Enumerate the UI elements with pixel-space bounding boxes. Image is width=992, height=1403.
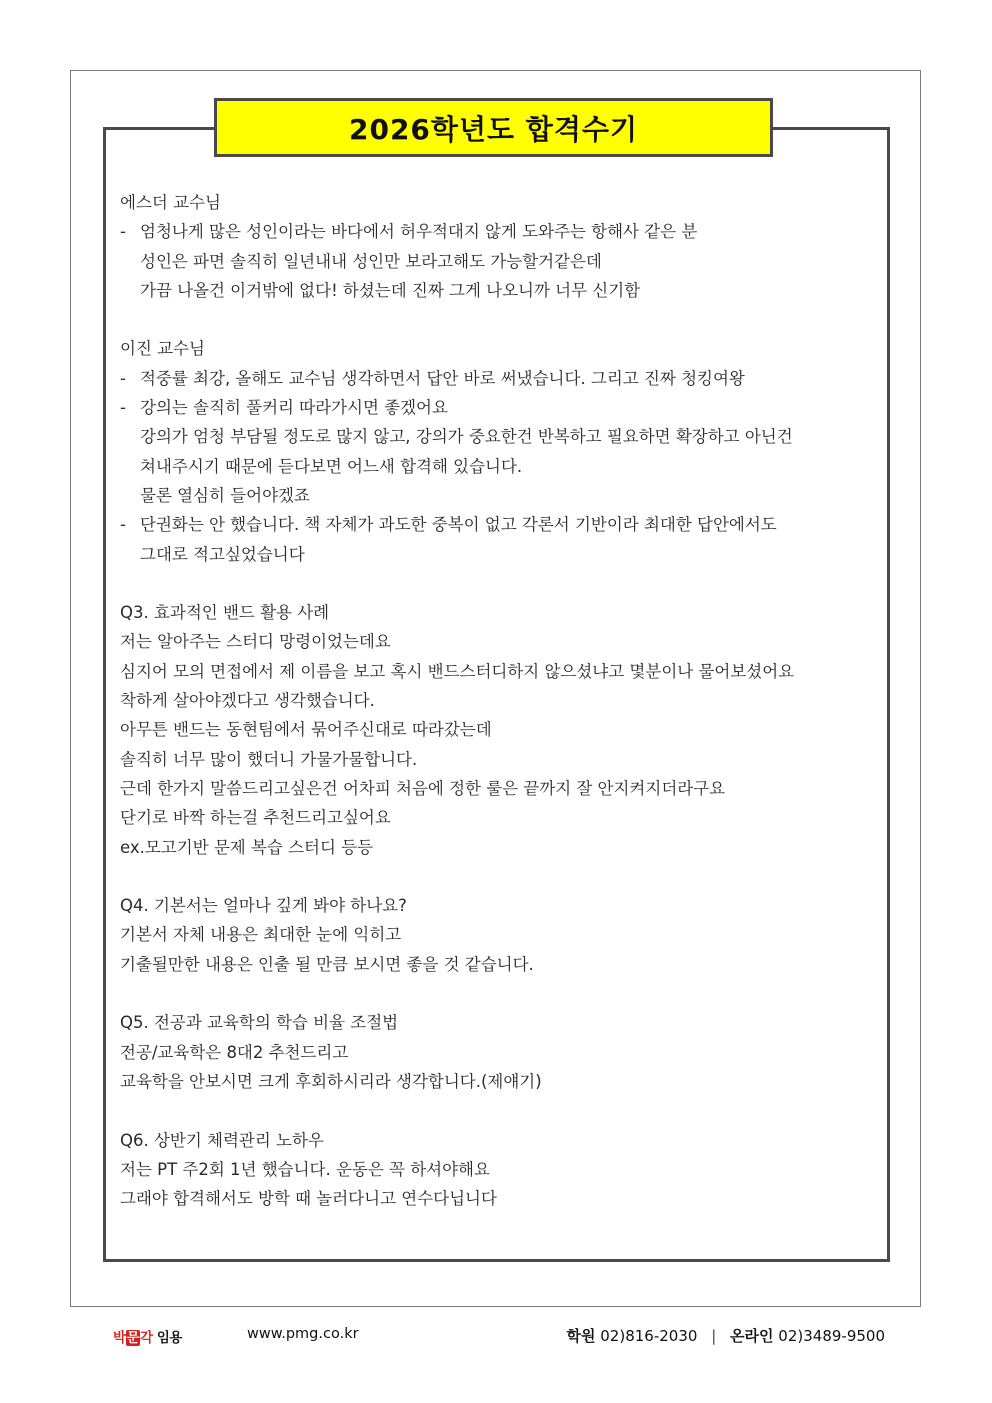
bullet-continuation: 물론 열심히 들어야겠죠 — [140, 485, 310, 505]
section-heading: 이진 교수님 — [120, 339, 205, 359]
page-footer — [0, 1318, 992, 1354]
bullet-item: - 적중률 최강, 올해도 교수님 생각하면서 답안 바로 써냈습니다. 그리고 진짜 청킹여왕 — [120, 368, 745, 388]
bullet-continuation: 쳐내주시기 때문에 듣다보면 어느새 합격해 있습니다. — [140, 456, 523, 476]
academy-phone: 02)816-2030 — [600, 1327, 698, 1345]
bullet-continuation: 강의가 엄청 부담될 정도로 많지 않고, 강의가 중요한건 반복하고 필요하면 확장하고 아닌건 — [140, 427, 793, 447]
page-title: 2026학년도 합격수기 — [214, 98, 773, 157]
answer-line: 솔직히 너무 많이 했더니 가물가물합니다. — [120, 749, 418, 769]
question-heading: Q6. 상반기 체력관리 노하우 — [120, 1130, 324, 1150]
answer-line: 기본서 자체 내용은 최대한 눈에 익히고 — [120, 925, 402, 945]
bullet-item: - 엄청나게 많은 성인이라는 바다에서 허우적대지 않게 도와주는 항해사 같은 분 — [120, 222, 698, 242]
content-body — [120, 188, 870, 1243]
bullet-continuation: 성인은 파면 솔직히 일년내내 성인만 보라고해도 가능할거같은데 — [140, 251, 602, 271]
answer-line: 착하게 살아야겠다고 생각했습니다. — [120, 691, 375, 711]
answer-line: 저는 알아주는 스터디 망령이었는데요 — [120, 632, 391, 652]
bullet-item: - 단권화는 안 했습니다. 책 자체가 과도한 중복이 없고 각론서 기반이라 최대한 답안에서도 — [120, 515, 777, 535]
section-q4 — [120, 891, 870, 979]
answer-line: 근데 한가지 말씀드리고싶은건 어차피 처음에 정한 룰은 끝까지 잘 안지켜지더라구요 — [120, 778, 726, 798]
question-heading: Q5. 전공과 교육학의 학습 비율 조절법 — [120, 1013, 399, 1033]
online-label: 온라인 — [730, 1327, 774, 1345]
answer-line: 심지어 모의 면접에서 제 이름을 보고 혹시 밴드스터디하지 않으셨냐고 몇분이나 물어보셨어요 — [120, 661, 795, 681]
bullet-continuation: 그대로 적고싶었습니다 — [140, 544, 305, 564]
section-q3 — [120, 598, 870, 862]
question-heading: Q4. 기본서는 얼마나 깊게 봐야 하나요? — [120, 896, 407, 916]
academy-label: 학원 — [566, 1327, 596, 1345]
divider: | — [711, 1327, 717, 1345]
section-q6 — [120, 1126, 870, 1214]
publisher-logo: 박문각 임용 — [113, 1330, 182, 1346]
answer-line: 교육학을 안보시면 크게 후회하시리라 생각합니다.(제얘기) — [120, 1071, 542, 1091]
answer-line: 단기로 바짝 하는걸 추천드리고싶어요 — [120, 808, 391, 828]
answer-line: 그래야 합격해서도 방학 때 놀러다니고 연수다닙니다 — [120, 1189, 497, 1209]
section-heading: 에스더 교수님 — [120, 193, 221, 212]
answer-line: 전공/교육학은 8대2 추천드리고 — [120, 1042, 349, 1062]
answer-line: 기출될만한 내용은 인출 될 만큼 보시면 좋을 것 같습니다. — [120, 954, 534, 974]
online-phone: 02)3489-9500 — [778, 1327, 885, 1345]
bullet-item: - 강의는 솔직히 풀커리 따라가시면 좋겠어요 — [120, 398, 448, 418]
section-ijin — [120, 334, 870, 568]
section-q5 — [120, 1008, 870, 1096]
contact-info — [566, 1325, 885, 1346]
answer-line: 아무튼 밴드는 동현팀에서 묶어주신대로 따라갔는데 — [120, 720, 492, 740]
bullet-continuation: 가끔 나올건 이거밖에 없다! 하셨는데 진짜 그게 나오니까 너무 신기함 — [140, 280, 641, 300]
website-url[interactable]: www.pmg.co.kr — [247, 1326, 359, 1342]
answer-line: 저는 PT 주2회 1년 했습니다. 운동은 꼭 하셔야해요 — [120, 1159, 490, 1179]
question-heading: Q3. 효과적인 밴드 활용 사례 — [120, 603, 330, 623]
answer-line: ex.모고기반 문제 복습 스터디 등등 — [120, 837, 374, 857]
section-esther — [120, 188, 870, 305]
